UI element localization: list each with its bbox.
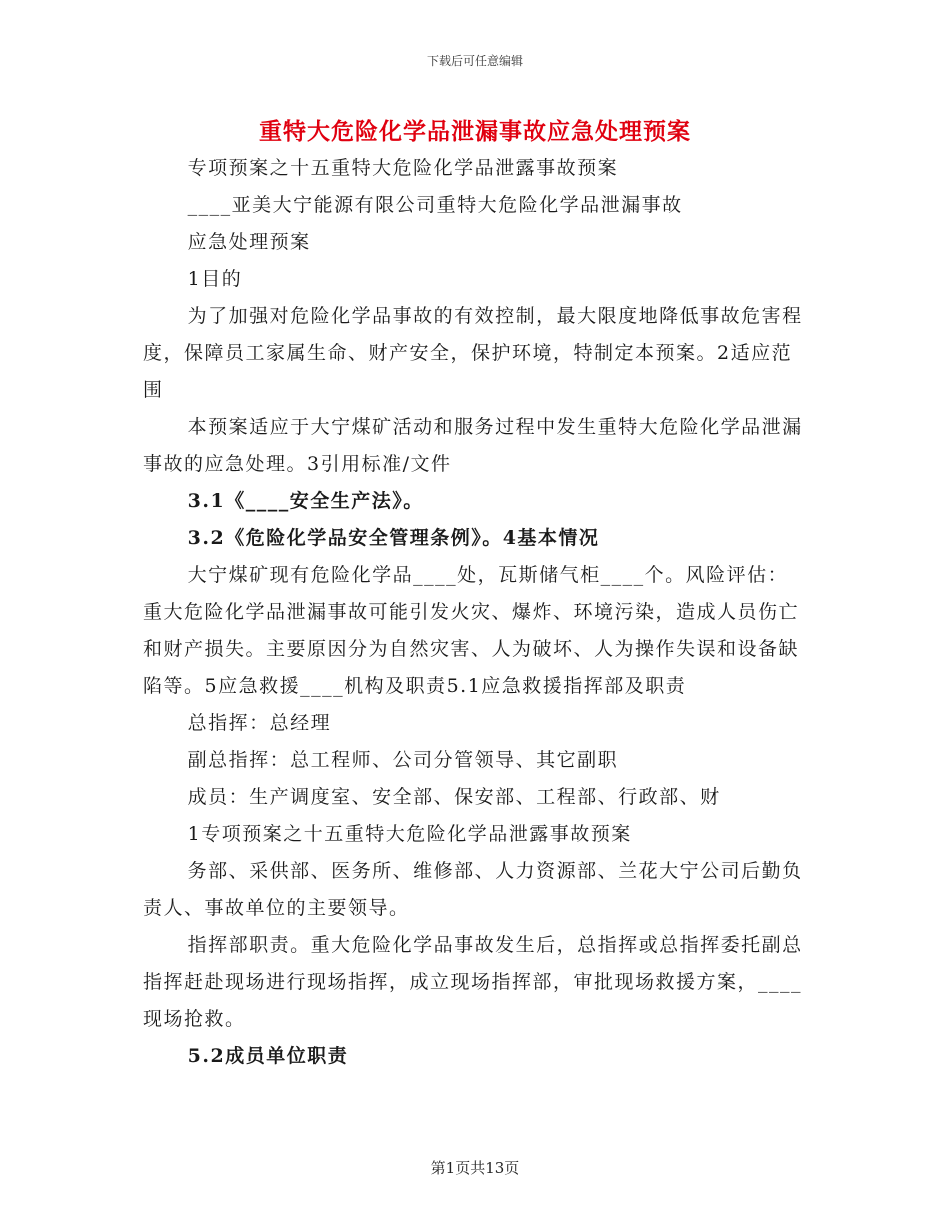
paragraph: 总指挥：总经理 [187,712,332,734]
paragraph: 务部、采供部、医务所、维修部、人力资源部、兰花大宁公司后勤负责人、事故单位的主要领导。 [143,860,803,919]
paragraph: 大宁煤矿现有危险化学品____处，瓦斯储气柜____个。风险评估：重大危险化学品泄漏事故可能引发火灾、爆炸、环境污染，造成人员伤亡和财产损失。主要原因分为自然灾害、人为破坏、人为操作失误和设备缺陷等。5应急救援____机构及职责5.1应急救援指挥部及职责 [143,564,800,697]
paragraph: 本预案适应于大宁煤矿活动和服务过程中发生重特大危险化学品泄漏事故的应急处理。3引用标准/文件 [143,416,803,475]
paragraph: 专项预案之十五重特大危险化学品泄露事故预案 [187,157,619,179]
paragraph: 指挥部职责。重大危险化学品事故发生后，总指挥或总指挥委托副总指挥赶赴现场进行现场指挥，成立现场指挥部，审批现场救援方案，____现场抢救。 [143,934,803,1030]
paragraph: 副总指挥：总工程师、公司分管领导、其它副职 [187,749,619,771]
section-heading: 1目的 [187,268,243,290]
document-title: 重特大危险化学品泄漏事故应急处理预案 [259,118,691,145]
paragraph: 成员：生产调度室、安全部、保安部、工程部、行政部、财 [187,786,721,808]
page-number: 第1页共13页 [430,1159,520,1177]
paragraph: 1专项预案之十五重特大危险化学品泄露事故预案 [187,823,632,845]
paragraph: 应急处理预案 [187,231,311,253]
page-header-note: 下载后可任意编辑 [426,54,523,68]
paragraph: 为了加强对危险化学品事故的有效控制，最大限度地降低事故危害程度，保障员工家属生命、财产安全，保护环境，特制定本预案。2适应范围 [143,305,803,401]
paragraph: 3.2《危险化学品安全管理条例》。4基本情况 [187,527,600,549]
paragraph: 3.1《____安全生产法》。 [187,490,424,512]
paragraph: ____亚美大宁能源有限公司重特大危险化学品泄漏事故 [187,194,683,216]
section-heading: 5.2成员单位职责 [187,1045,349,1067]
document-body [143,150,808,1075]
